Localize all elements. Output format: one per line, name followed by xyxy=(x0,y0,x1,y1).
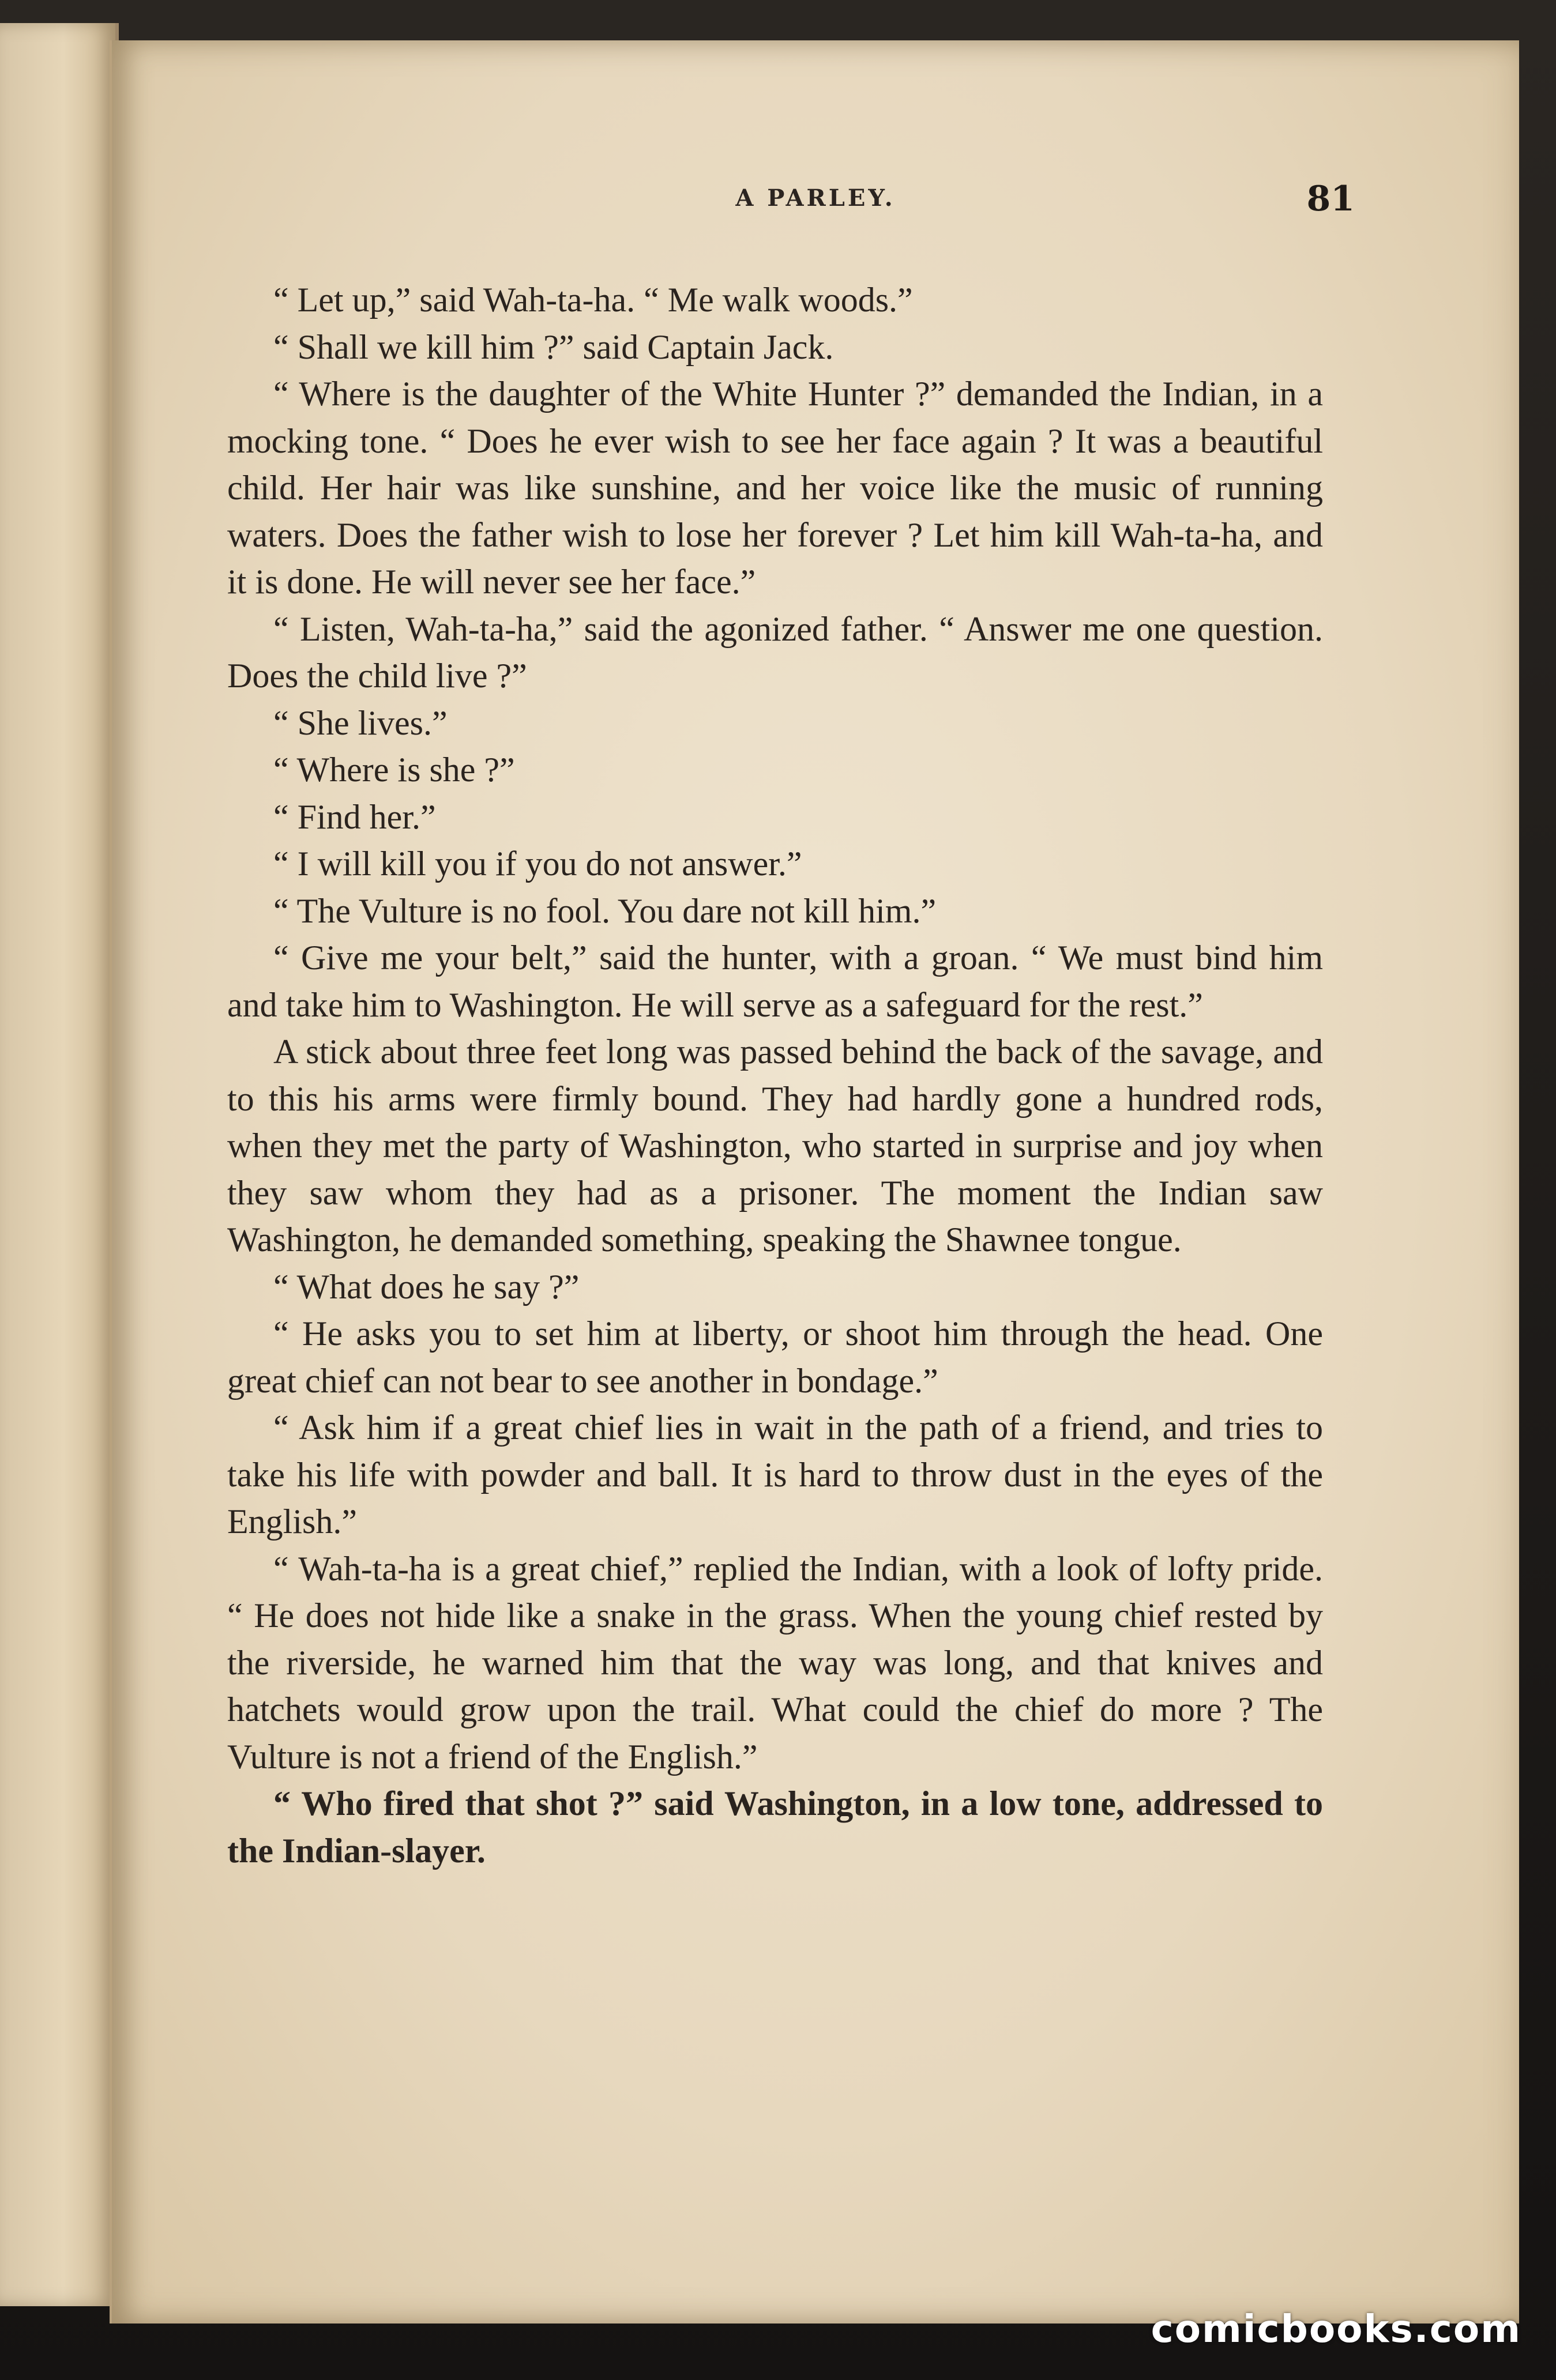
paragraph: “ Give me your belt,” said the hunter, with a groan. “ We must bind him and take him to Washington. He will serve as a safeguard for the rest.” xyxy=(227,939,1323,1024)
paragraph: “ She lives.” xyxy=(273,703,448,742)
paragraph: “ Where is she ?” xyxy=(273,751,515,789)
body-text xyxy=(227,277,1323,1874)
paragraph: “ Ask him if a great chief lies in wait in the path of a friend, and tries to take his life with powder and ball. It is hard to throw dust in the eyes of the English.” xyxy=(227,1409,1323,1541)
paragraph: A stick about three feet long was passed behind the back of the savage, and to this his arms were firmly bound. They had hardly gone a hundred rods, when they met the party of Washington, who started in surprise and joy when they saw whom they had as a prisoner. The moment the Indian saw Washington, he demanded something, speaking the Shawnee tongue. xyxy=(227,1033,1323,1259)
book-page xyxy=(110,40,1519,2323)
paragraph: “ Shall we kill him ?” said Captain Jack. xyxy=(273,327,834,366)
paragraph: “ Let up,” said Wah-ta-ha. “ Me walk woods.” xyxy=(273,281,913,319)
paragraph: “ Wah-ta-ha is a great chief,” replied the Indian, with a look of lofty pride. “ He does not hide like a snake in the grass. When the young chief rested by the riverside, he warned him that the way was long, and that knives and hatchets would grow upon the trail. What could the chief do more ? The Vulture is not a friend of the English.” xyxy=(227,1549,1323,1776)
paragraph: “ The Vulture is no fool. You dare not kill him.” xyxy=(273,891,937,930)
page-number: 81 xyxy=(1306,179,1355,219)
paragraph: “ He asks you to set him at liberty, or shoot him through the head. One great chief can not bear to see another in bondage.” xyxy=(227,1315,1323,1400)
left-page-edge xyxy=(0,23,119,2306)
site-watermark: comicbooks.com xyxy=(1151,2307,1521,2351)
paragraph: “ Where is the daughter of the White Hunter ?” demanded the Indian, in a mocking tone. “ Does he ever wish to see her face again ? It was a beautiful child. Her hair was like sunshine, and her voice like the music of running waters. Does the father wish to lose her forever ? Let him kill Wah-ta-ha, and it is done. He will never see her face.” xyxy=(227,375,1323,601)
paragraph: “ I will kill you if you do not answer.” xyxy=(273,845,802,883)
paragraph: “ Listen, Wah-ta-ha,” said the agonized father. “ Answer me one question. Does the child live ?” xyxy=(227,609,1323,695)
paragraph: “ What does he say ?” xyxy=(273,1267,580,1306)
paragraph: “ Who fired that shot ?” said Washington, in a low tone, addressed to the Indian-slayer. xyxy=(227,1784,1323,1870)
page-header xyxy=(112,179,1519,231)
paragraph: “ Find her.” xyxy=(273,797,436,836)
running-head: A PARLEY. xyxy=(735,184,896,212)
